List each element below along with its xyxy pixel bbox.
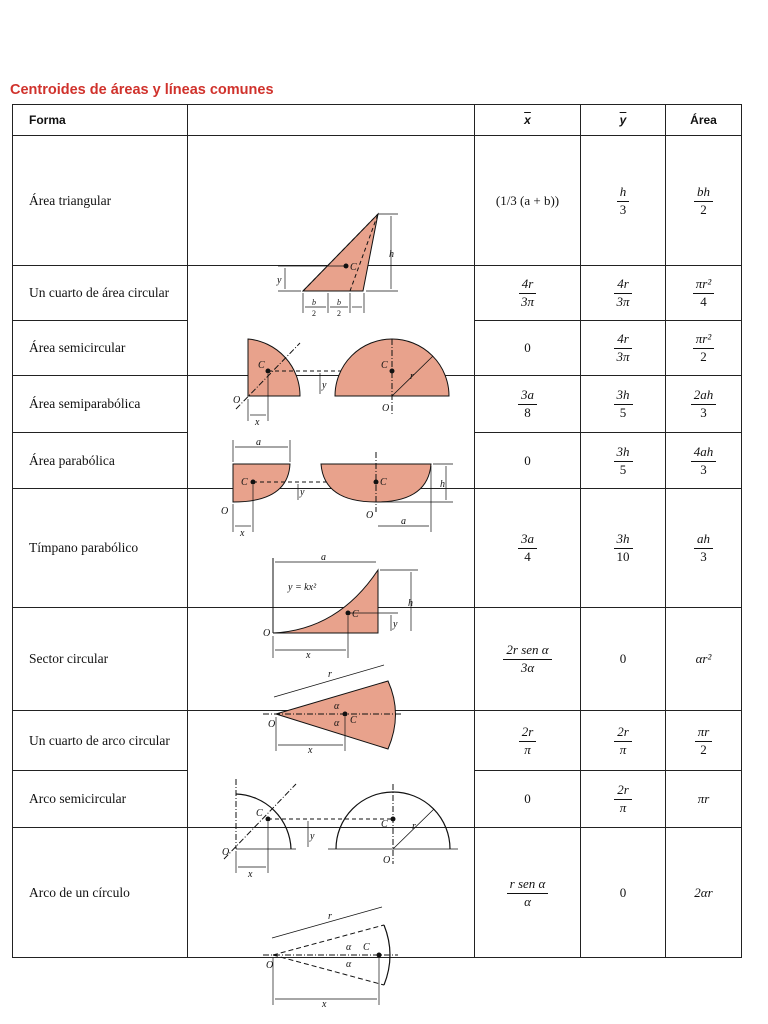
fig-circular-arcs: [188, 711, 475, 880]
svg-text:h: h: [408, 598, 413, 609]
svg-text:x: x: [255, 416, 260, 428]
svg-text:x: x: [322, 998, 327, 1010]
area-value: $\frac{\pi r}{2}$: [666, 711, 742, 771]
svg-text:α: α: [334, 701, 340, 712]
svg-text:O: O: [221, 506, 229, 517]
area-value: $\frac{\text{πr²}}{2}$: [666, 321, 742, 376]
svg-text:C: C: [381, 819, 388, 830]
area-value: πr: [666, 771, 742, 828]
area-value: 2αr: [666, 828, 742, 958]
row-triangular: [13, 136, 742, 266]
x-value: 0: [475, 433, 581, 489]
svg-text:r: r: [328, 910, 332, 922]
header-y-bar: $\overline{y}$: [581, 105, 666, 136]
svg-text:b: b: [312, 297, 316, 307]
svg-text:α: α: [334, 718, 340, 729]
x-value: 0: [475, 771, 581, 828]
y-value: $\frac{2r}{\pi}$: [581, 711, 666, 771]
svg-text:x: x: [308, 745, 313, 756]
fig-triangle: [188, 136, 475, 318]
y-value: $\frac{4r}{3\pi}$: [581, 321, 666, 376]
svg-text:C: C: [256, 808, 263, 819]
x-value: 0: [475, 321, 581, 376]
page-title: Centroides de áreas y líneas comunes: [10, 82, 274, 98]
svg-text:y: y: [277, 274, 282, 286]
row-name: Un cuarto de área circular: [13, 266, 188, 321]
fig-parabolic-areas: [188, 376, 475, 539]
svg-text:2: 2: [337, 308, 341, 318]
row-name: Un cuarto de arco circular: [13, 711, 188, 771]
header-area: Área: [666, 105, 742, 136]
row-name: Área semicircular: [13, 321, 188, 376]
area-value: αr²: [666, 608, 742, 711]
svg-text:y = kx²: y = kx²: [288, 582, 317, 593]
svg-text:α: α: [346, 958, 352, 970]
y-value: $\frac{3h}{5}$: [581, 433, 666, 489]
row-name: Tímpano parabólico: [13, 489, 188, 608]
row-timpano: [13, 489, 742, 608]
fig-spandrel: [188, 489, 475, 661]
svg-text:O: O: [233, 394, 241, 406]
svg-text:a: a: [256, 437, 261, 448]
svg-text:O: O: [366, 510, 374, 521]
centroid-table: [12, 104, 742, 1010]
x-value: (1/3 (a + b)): [475, 136, 581, 266]
fig-circular-areas: [188, 266, 475, 428]
svg-text:x: x: [306, 650, 311, 661]
svg-text:O: O: [382, 402, 390, 414]
fig-arc: [188, 828, 475, 1010]
y-value: 0: [581, 608, 666, 711]
svg-text:C: C: [363, 941, 370, 953]
row-name: Arco de un círculo: [13, 828, 188, 958]
svg-text:x: x: [248, 869, 253, 880]
header-x-bar: $\overline{x}$: [475, 105, 581, 136]
svg-text:C: C: [350, 261, 357, 273]
svg-text:C: C: [241, 477, 248, 488]
area-value: $\frac{ah}{3}$: [666, 489, 742, 608]
svg-text:α: α: [346, 941, 352, 953]
area-value: $\frac{2ah}{3}$: [666, 376, 742, 433]
x-value: $\frac{3a}{4}$: [475, 489, 581, 608]
svg-text:y: y: [310, 831, 315, 842]
svg-text:a: a: [401, 516, 406, 527]
area-value: $\frac{4ah}{3}$: [666, 433, 742, 489]
row-name: Arco semicircular: [13, 771, 188, 828]
svg-text:a: a: [321, 552, 326, 563]
svg-text:C: C: [380, 477, 387, 488]
svg-text:O: O: [222, 847, 230, 858]
svg-text:x: x: [240, 528, 245, 539]
row-arco-circulo: [13, 828, 742, 958]
y-value: $\frac{3h}{5}$: [581, 376, 666, 433]
area-value: $\frac{bh}{2}$: [666, 136, 742, 266]
row-name: Área semiparabólica: [13, 376, 188, 433]
svg-text:2: 2: [312, 308, 316, 318]
x-value: $\frac{\text{2r sen α}}{3\alpha}$: [475, 608, 581, 711]
row-name: Área parabólica: [13, 433, 188, 489]
svg-text:C: C: [352, 609, 359, 620]
row-semiparabolica: [13, 376, 742, 433]
header-row: [13, 105, 742, 136]
svg-text:O: O: [383, 855, 391, 866]
svg-text:O: O: [268, 719, 276, 730]
svg-text:C: C: [350, 715, 357, 726]
row-sector: [13, 608, 742, 711]
svg-text:y: y: [393, 619, 398, 630]
svg-text:r: r: [410, 370, 414, 382]
y-value: $\frac{3h}{10}$: [581, 489, 666, 608]
y-value: $\frac{2r}{\pi}$: [581, 771, 666, 828]
row-cuarto-arco: [13, 711, 742, 771]
svg-text:y: y: [322, 379, 327, 391]
header-figure: [188, 105, 475, 136]
row-cuarto-circular: [13, 266, 742, 321]
y-value: $\frac{4r}{3\pi}$: [581, 266, 666, 321]
svg-text:C: C: [381, 359, 388, 371]
svg-text:y: y: [300, 487, 305, 498]
svg-text:h: h: [440, 479, 445, 490]
header-forma: Forma: [13, 105, 188, 136]
x-value: $\frac{2r}{\pi}$: [475, 711, 581, 771]
row-name: Área triangular: [13, 136, 188, 266]
x-value: $\frac{\text{r sen α}}{\alpha}$: [475, 828, 581, 958]
svg-text:C: C: [258, 359, 265, 371]
svg-text:O: O: [263, 628, 271, 639]
svg-text:O: O: [266, 959, 274, 971]
x-value: $\frac{3a}{8}$: [475, 376, 581, 433]
fig-sector: [188, 608, 475, 756]
area-value: $\frac{\text{πr²}}{4}$: [666, 266, 742, 321]
row-name: Sector circular: [13, 608, 188, 711]
svg-text:r: r: [412, 821, 416, 832]
x-value: $\frac{4r}{3\pi}$: [475, 266, 581, 321]
y-value: $\frac{h}{3}$: [581, 136, 666, 266]
svg-text:b: b: [337, 297, 341, 307]
arc-diagram: [188, 893, 475, 1023]
y-value: 0: [581, 828, 666, 958]
svg-text:r: r: [328, 669, 332, 680]
svg-text:h: h: [389, 248, 394, 260]
